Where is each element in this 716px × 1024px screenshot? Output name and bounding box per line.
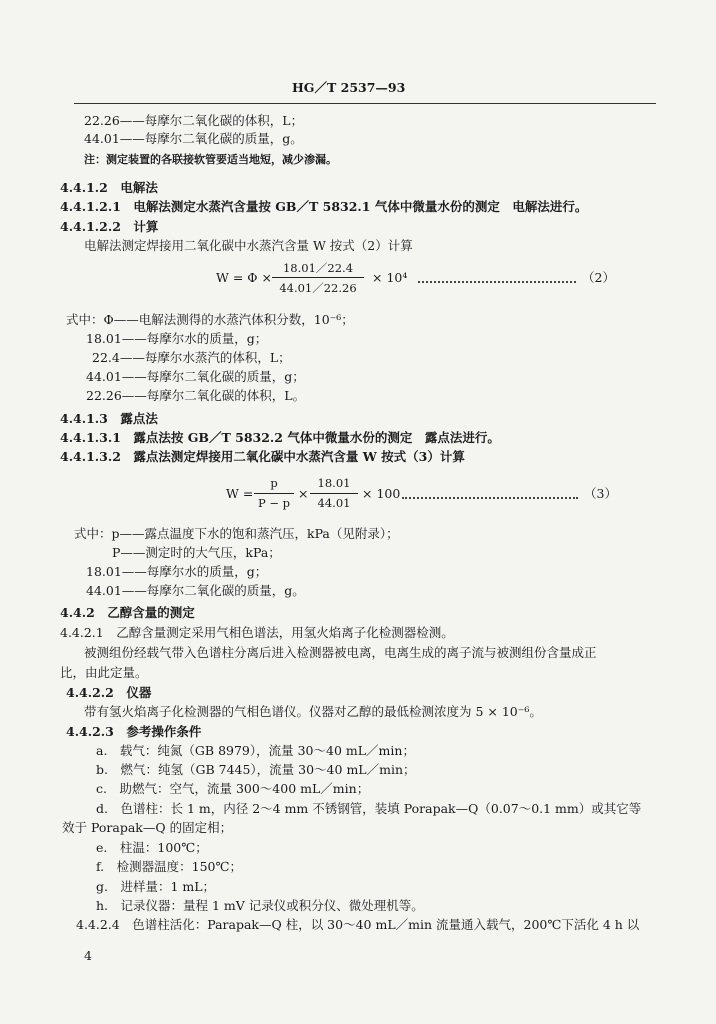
equation-number: （2） bbox=[582, 270, 615, 285]
legend-line: 44.01——每摩尔二氧化碳的质量，g。 bbox=[86, 583, 305, 598]
equation-factor: × 100 bbox=[362, 486, 401, 501]
list-item: g. 进样量：1 mL； bbox=[96, 879, 216, 894]
paragraph: 电解法测定焊接用二氧化碳中水蒸汽含量 W 按式（2）计算 bbox=[84, 238, 413, 253]
paragraph: 比，由此定量。 bbox=[60, 665, 148, 680]
section-heading: 4.4.1.2 电解法 bbox=[60, 180, 158, 195]
list-item: d. 色谱柱：长 1 m，内径 2～4 mm 不锈钢管，装填 Porapak—Q（0.07～0.1 mm）或其它等 bbox=[96, 801, 642, 816]
leader-dots bbox=[418, 281, 576, 283]
legend-line: P——测定时的大气压，kPa； bbox=[112, 545, 281, 560]
section-heading: 4.4.2 乙醇含量的测定 bbox=[60, 605, 195, 620]
section-heading: 4.4.2.3 参考操作条件 bbox=[66, 724, 202, 739]
equation-denominator: 44.01／22.26 bbox=[279, 281, 357, 295]
equation-lhs: W = bbox=[226, 486, 254, 501]
equation-operator: × bbox=[298, 486, 309, 501]
list-item-continuation: 效于 Porapak—Q 的固定相； bbox=[62, 820, 233, 835]
paragraph: 4.4.1.2.1 电解法测定水蒸汽含量按 GB／T 5832.1 气体中微量水份的测定 电解法进行。 bbox=[60, 199, 588, 214]
paragraph: 带有氢火焰离子化检测器的气相色谱仪。仪器对乙醇的最低检测浓度为 5 × 10⁻⁶。 bbox=[84, 704, 542, 719]
legend-line: 18.01——每摩尔水的质量，g； bbox=[86, 331, 268, 346]
equation-denominator: P − p bbox=[257, 496, 291, 510]
paragraph: 被测组份经载气带入色谱柱分离后进入检测器被电离，电离生成的离子流与被测组份含量成正 bbox=[84, 645, 597, 660]
paragraph: 4.4.2.4 色谱柱活化：Parapak—Q 柱，以 30～40 mL／min 流量通入载气，200℃下活化 4 h 以 bbox=[76, 917, 640, 932]
equation-denominator: 44.01 bbox=[317, 496, 351, 510]
legend-line: 式中：Φ——电解法测得的水蒸汽体积分数，10⁻⁶； bbox=[66, 312, 354, 327]
legend-line: 22.26——每摩尔二氧化碳的体积，L； bbox=[84, 113, 304, 128]
standard-code-header: HG／T 2537—93 bbox=[292, 80, 406, 95]
list-item: a. 载气：纯氮（GB 8979），流量 30～40 mL／min； bbox=[96, 743, 415, 758]
list-item: e. 柱温：100℃； bbox=[96, 840, 208, 855]
paragraph: 4.4.1.3.2 露点法测定焊接用二氧化碳中水蒸汽含量 W 按式（3）计算 bbox=[60, 449, 465, 464]
section-heading: 4.4.1.3 露点法 bbox=[60, 411, 158, 426]
list-item: b. 燃气：纯氢（GB 7445），流量 30～40 mL／min； bbox=[96, 762, 416, 777]
legend-line: 18.01——每摩尔水的质量，g； bbox=[86, 564, 268, 579]
legend-line: 44.01——每摩尔二氧化碳的质量，g。 bbox=[84, 131, 303, 146]
list-item: c. 助燃气：空气，流量 300～400 mL／min； bbox=[96, 781, 370, 796]
section-heading: 4.4.1.2.2 计算 bbox=[60, 219, 159, 234]
legend-line: 22.26——每摩尔二氧化碳的体积，L。 bbox=[86, 388, 306, 403]
legend-line: 式中：p——露点温度下水的饱和蒸汽压，kPa（见附录）； bbox=[74, 526, 399, 541]
legend-line: 22.4——每摩尔水蒸汽的体积，L； bbox=[92, 350, 291, 365]
leader-dots bbox=[402, 497, 578, 499]
list-item: f. 检测器温度：150℃； bbox=[96, 859, 242, 874]
equation-number: （3） bbox=[584, 486, 617, 501]
legend-line: 44.01——每摩尔二氧化碳的质量，g； bbox=[86, 369, 305, 384]
equation-factor: × 10⁴ bbox=[372, 270, 408, 285]
header-rule bbox=[74, 103, 656, 104]
equation-numerator: 18.01／22.4 bbox=[282, 261, 354, 275]
equation-lhs: W = Φ × bbox=[216, 270, 272, 285]
equation-numerator: 18.01 bbox=[317, 476, 351, 490]
paragraph: 4.4.2.1 乙醇含量测定采用气相色谱法，用氢火焰离子化检测器检测。 bbox=[60, 625, 454, 640]
fraction-bar bbox=[272, 277, 364, 278]
section-heading: 4.4.2.2 仪器 bbox=[66, 685, 152, 700]
paragraph: 4.4.1.3.1 露点法按 GB／T 5832.2 气体中微量水份的测定 露点法进行。 bbox=[60, 430, 500, 445]
page-number: 4 bbox=[84, 948, 92, 963]
list-item: h. 记录仪器：量程 1 mV 记录仪或积分仪、微处理机等。 bbox=[96, 898, 424, 913]
note: 注：测定装置的各联接软管要适当地短，减少渗漏。 bbox=[84, 153, 337, 166]
fraction-bar bbox=[310, 493, 358, 494]
equation-numerator: p bbox=[270, 476, 278, 490]
fraction-bar bbox=[254, 493, 294, 494]
